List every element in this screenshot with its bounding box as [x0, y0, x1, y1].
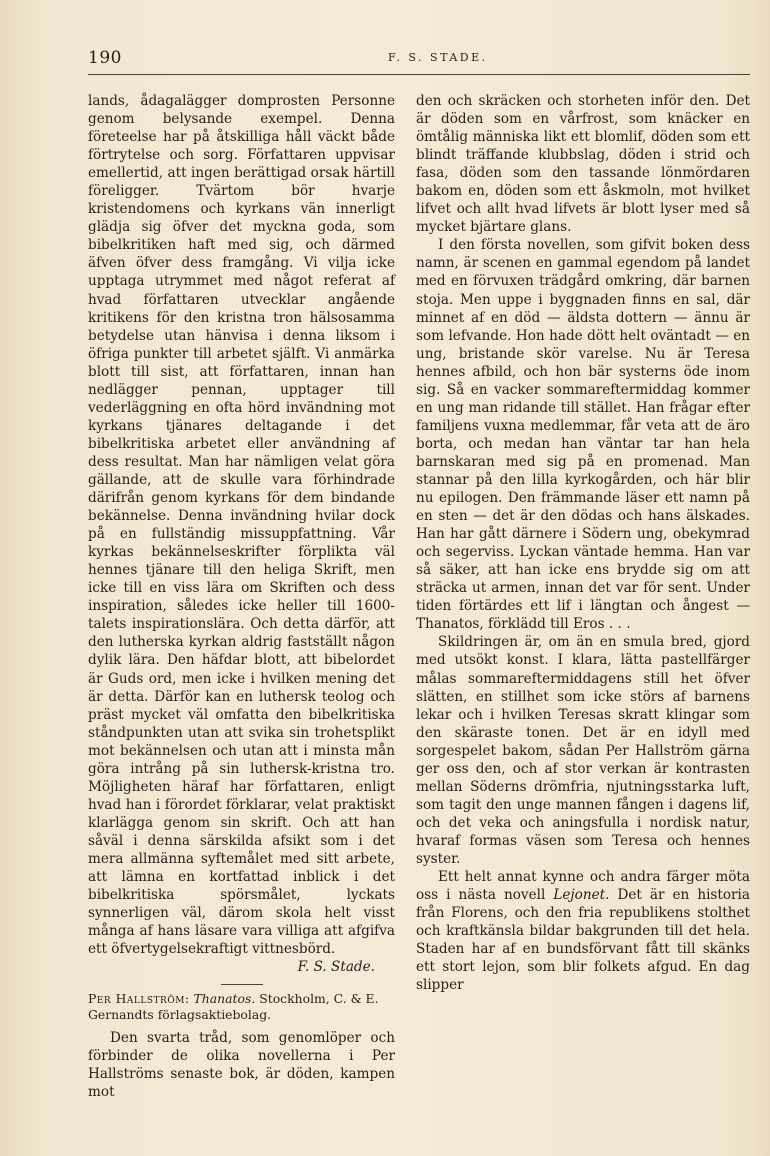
para4-start: Ett helt annat kynne och andra färger möta oss i nästa novell	[416, 869, 750, 904]
novella-title-lejonet: Lejonet.	[553, 887, 610, 904]
para4-rest: Det är en historia från Florens, och den fria republikens stolthet och kraftkänsla bildar bakgrunden till det hela. Staden har af en bundsförvant fått till skänks ett stort lejon, som blir folkets afgud. En dag slipper	[416, 887, 750, 994]
review-signature: F. S. Stade.	[297, 959, 375, 976]
review-title: Thanatos.	[193, 991, 256, 1007]
page-header	[88, 48, 750, 70]
section-separator	[221, 984, 263, 985]
review-publisher: Stockholm, C. & E. Gernandts förlagsaktiebolag.	[88, 991, 379, 1023]
right-column	[416, 92, 750, 994]
left-paragraph-2: Den svarta tråd, som genomlöper och förbinder de olika novellerna i Per Hallströms senaste bok, är döden, kampen mot	[88, 1030, 395, 1101]
header-rule	[88, 74, 750, 75]
right-paragraph-4	[416, 868, 750, 994]
left-column	[88, 92, 395, 1101]
right-paragraph-3: Skildringen är, om än en smula bred, gjord med utsökt konst. I klara, lätta pastellfärger målas sommareftermiddagens still het öfver slätten, en stillhet som icke störs af barnens lekar och i hvilken Teresas skratt klingar som den skäraste tonen. Det är en idyll med sorgespelet bakom, sådan Per Hallström gärna ger oss den, och af stor verkan är kontrasten mellan Söderns drömfria, njutningsstarka luft, som tagit den unge mannen fången i dagens lif, och det veka och aningsfulla i nordisk natur, hvaraf formas väsen som Teresa och hennes syster.	[416, 634, 750, 867]
right-paragraph-1: den och skräcken och storheten inför den. Det är döden som en vårfrost, som knäcker en ömtålig människa likt ett blomlif, döden som ett blindt träffande klubbslag, döden i strid och fasa, döden som den tassande lönmördaren bakom en, döden som ett åskmoln, mot hvilket lifvet och allt hvad lifvets är blott lyser med så mycket bjärtare glans.	[416, 93, 750, 236]
running-head: F. S. STADE.	[388, 51, 488, 64]
left-paragraph-1: lands, ådagalägger domprosten Personne genom belysande exempel. Denna företeelse har på åtskilliga håll väckt både förtrytelse och sorg. Författaren uppvisar emellertid, att ingen berättigad orsak härtill föreligger. Tvärtom bör hvarje kristendomens och kyrkans vän innerligt glädja sig öfver det myckna goda, som bibelkritiken haft med sig, och därmed äfven öfver dess framgång. Vi vilja icke upptaga utrymmet med något referat af hvad författaren utvecklar angående kritikens för den kristna tron hälsosamma betydelse utan hänvisa i denna liksom i öfriga punkter till arbetet själft. Vi anmärka blott till sist, att författaren, innan han nedlägger pennan, upptager till vederläggning en ofta hörd invändning mot kyrkans tjänares deltagande i det bibelkritiska arbetet eller användning af dess resultat. Man har nämligen velat göra gällande, att de skulle vara förhindrade därifrån genom kyrkans för dem bindande bekännelse. Denna invändning hvilar dock på en fullständig missuppfattning. Vår kyrkas bekännelseskrifter förplikta väl hennes tjänare till den heliga Skrift, men icke till en viss lära om Skriften och dess inspiration, således icke heller till 1600-talets inspirationslära. Och detta därför, att den lutherska kyrkan aldrig fastställt någon dylik lära. Den häfdar blott, att bibelordet är Guds ord, men icke i hvilken mening det är detta. Därför kan en luthersk teolog och präst mycket väl omfatta den bibelkritiska ståndpunkten utan att svika sin trohetsplikt mot bekännelsen och utan att i minsta mån göra intrång på sin luthersk-kristna tro. Möjligheten häraf har författaren, enligt hvad han i förordet förklarar, velat praktiskt klarlägga genom sin skrift. Och att han såväl i denna särskilda afsikt som i det mera allmänna syftemålet med sitt arbete, att lämna en kortfattad inblick i det bibelkritiska spörsmålet, lyckats synnerligen väl, därom skola helt visst många af hans läsare vara villiga att afgifva ett öfvertygelsekraftigt vittnesbörd.	[88, 93, 395, 958]
review-heading	[88, 991, 395, 1023]
review-author: Per Hallström:	[88, 991, 190, 1007]
right-paragraph-2: I den första novellen, som gifvit boken dess namn, är scenen en gammal egendom på landet med en förvuxen trädgård omkring, där barnen stoja. Men uppe i byggnaden finns en sal, där minnet af en död — äldsta dottern — ännu är som lefvande. Hon hade dött helt oväntadt — en ung, bristande skör varelse. Nu är Teresa hennes afbild, och hon bär systerns öde inom sig. Så en vacker sommareftermiddag kommer en ung man ridande till stället. Han frågar efter familjens vuxna medlemmar, får veta att de äro borta, och medan han väntar tar han hela barnskaran med sig på en promenad. Man stannar på den lilla kyrkogården, och här blir nu epilogen. Den främmande läser ett namn på en sten — det är den dödas och hans älskades. Han har gått därnere i Södern ung, obekymrad och segerviss. Lyckan väntade hemma. Han var så säker, att han icke ens brydde sig om att sträcka ut armen, innan det var för sent. Under tiden förtärdes ett lif i längtan och ångest — Thanatos, förklädd till Eros . . .	[416, 237, 750, 633]
page-number: 190	[88, 48, 122, 68]
